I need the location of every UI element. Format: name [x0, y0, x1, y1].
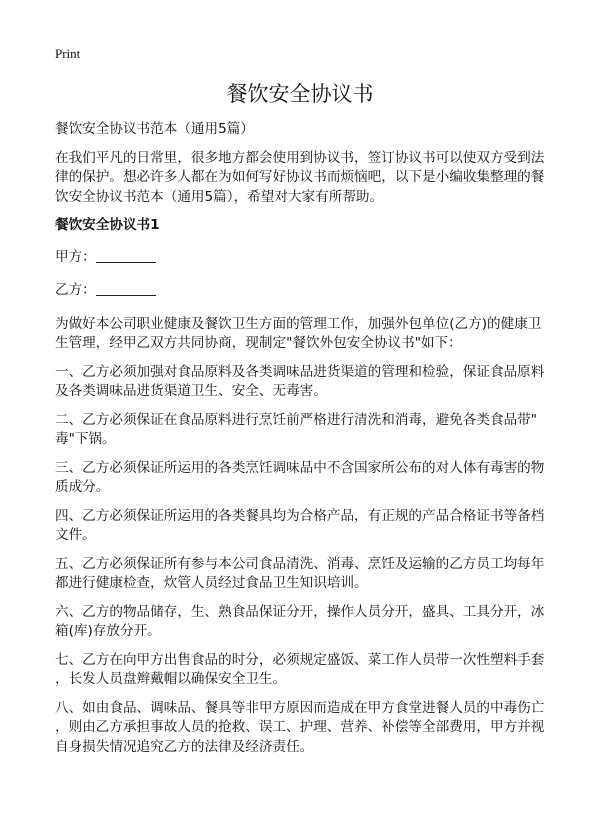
text-line: 都进行健康检查，炊管人员经过食品卫生知识培训。 — [55, 575, 368, 591]
clause-paragraph — [55, 651, 555, 690]
text-line: 七、乙方在向甲方出售食品的时分，必须规定盛饭、菜工作人员带一次性塑料手套 — [55, 651, 545, 668]
text-line: 文件。 — [55, 527, 96, 543]
page-title: 餐饮安全协议书 — [226, 82, 374, 106]
text-line: 律的保护。想必许多人都在为如何写好协议书而烦恼吧，以下是小编收集整理的餐 — [55, 169, 545, 185]
text-line: 及各类调味品进货渠道卫生、安全、无毒害。 — [55, 383, 327, 399]
clauses — [55, 315, 555, 758]
text-line: 五、乙方必须保证所有参与本公司食品清洗、消毒、烹饪及运输的乙方员工均每年 — [55, 555, 545, 572]
text-line: ，长发人员盘辫戴帽以确保安全卫生。 — [55, 671, 287, 687]
text-line: 箱(库)存放分开。 — [55, 623, 161, 639]
text-line: 质成分。 — [55, 479, 110, 495]
clause-paragraph — [55, 459, 555, 498]
party-a-blank — [96, 248, 156, 263]
text-line: ，则由乙方承担事故人员的抢救、误工、护理、营养、补偿等全部费用，甲方并视 — [55, 719, 545, 735]
text-line: 饮安全协议书范本（通用5篇），希望对大家有所帮助。 — [55, 188, 384, 205]
document-body — [55, 120, 555, 766]
clause-paragraph — [55, 363, 555, 402]
text-line: 为做好本公司职业健康及餐饮卫生方面的管理工作，加强外包单位(乙方)的健康卫 — [55, 315, 542, 332]
party-b-label: 乙方： — [55, 282, 96, 298]
clause-paragraph — [55, 315, 555, 354]
clause-paragraph — [55, 411, 555, 450]
text-line: 在我们平凡的日常里，很多地方都会使用到协议书，签订协议书可以使双方受到法 — [55, 149, 545, 166]
text-line: 毒"下锅。 — [55, 431, 116, 447]
party-a-row — [55, 248, 555, 268]
print-link[interactable]: Print — [55, 46, 81, 61]
subtitle: 餐饮安全协议书范本（通用5篇） — [55, 121, 254, 137]
party-a-label: 甲方： — [55, 248, 96, 265]
text-line: 四、乙方必须保证所运用的各类餐具均为合格产品，有正规的产品合格证书等备档 — [55, 507, 545, 524]
clause-paragraph — [55, 555, 555, 594]
clause-paragraph — [55, 699, 555, 758]
text-line: 三、乙方必须保证所运用的各类烹饪调味品中不含国家所公布的对人体有毒害的物 — [55, 459, 545, 476]
party-b-row — [55, 281, 555, 301]
text-line: 二、乙方必须保证在食品原料进行烹饪前严格进行清洗和消毒，避免各类食品带" — [55, 411, 538, 428]
clause-paragraph — [55, 507, 555, 546]
section-heading: 餐饮安全协议书1 — [55, 217, 160, 233]
intro-paragraph — [55, 149, 555, 208]
text-line: 六、乙方的物品储存，生、熟食品保证分开，操作人员分开，盛具、工具分开，冰 — [55, 603, 545, 620]
clause-paragraph — [55, 603, 555, 642]
text-line: 一、乙方必须加强对食品原料及各类调味品进货渠道的管理和检验，保证食品原料 — [55, 363, 545, 380]
text-line: 生管理，经甲乙双方共同协商，现制定"餐饮外包安全协议书"如下： — [55, 335, 462, 351]
party-b-blank — [96, 281, 156, 296]
text-line: 自身损失情况追究乙方的法律及经济责任。 — [55, 738, 314, 755]
text-line: 八、如由食品、调味品、餐具等非甲方原因而造成在甲方食堂进餐人员的中毒伤亡 — [55, 699, 545, 716]
